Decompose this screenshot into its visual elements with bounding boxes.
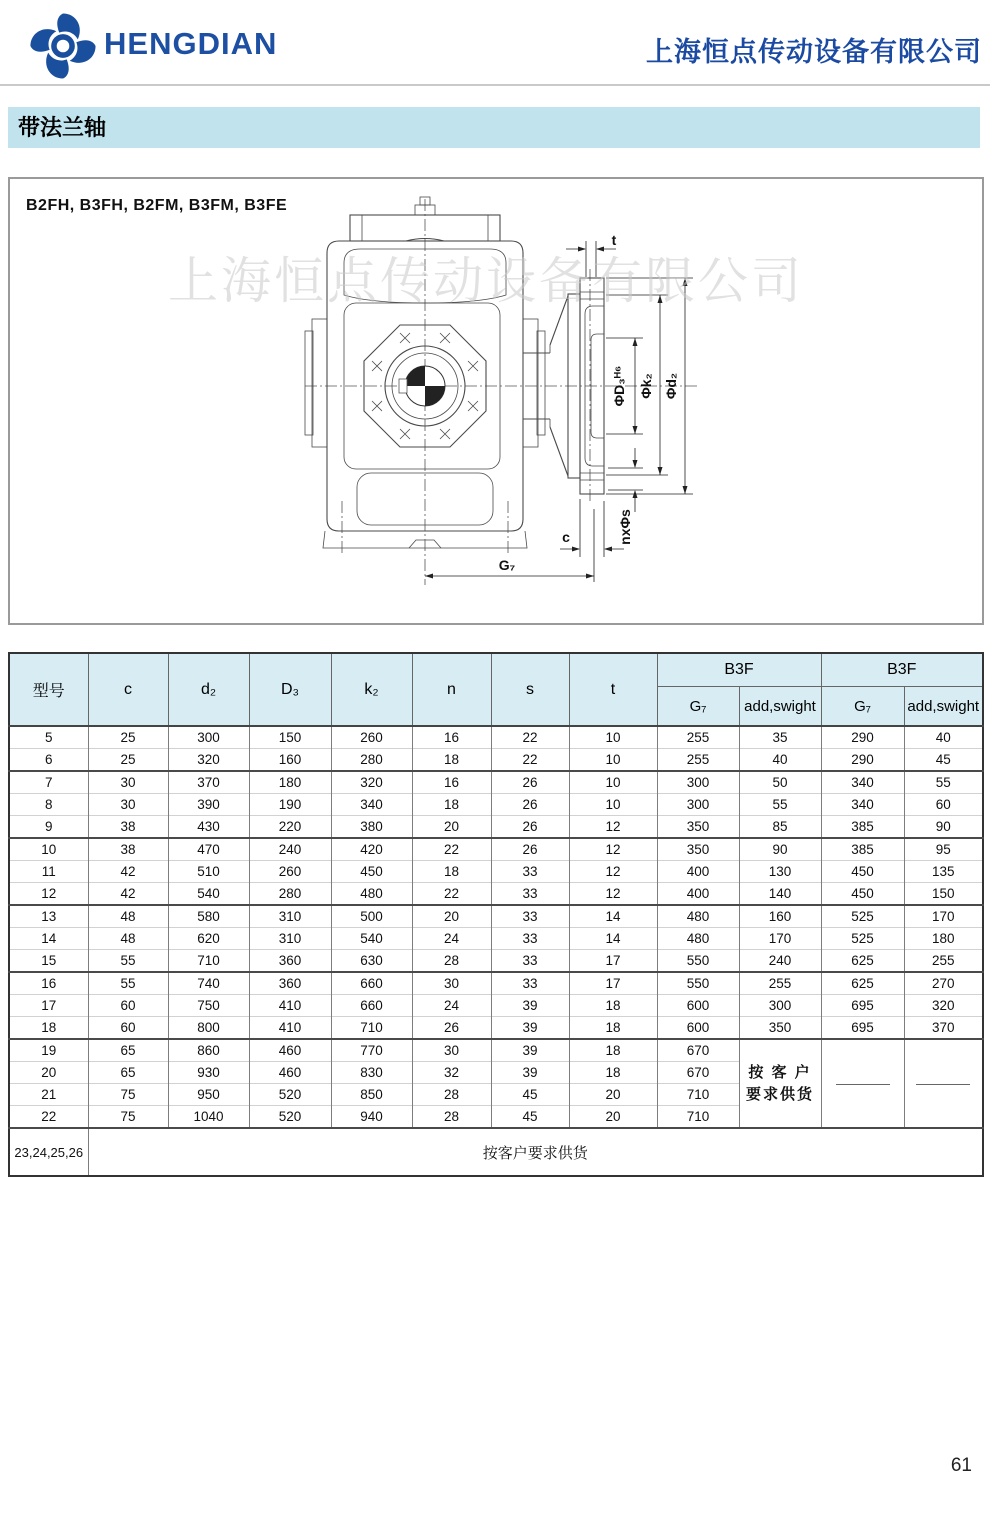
table-cell: 26 [491, 838, 569, 861]
table-cell: 240 [249, 838, 331, 861]
table-row [9, 749, 983, 772]
table-cell: 85 [739, 816, 821, 839]
sub-header-addweight-right: add,swight [904, 687, 983, 727]
col-header-n: n [412, 653, 491, 726]
table-cell: 670 [657, 1039, 739, 1062]
table-cell: 17 [569, 950, 657, 973]
table-cell: 320 [168, 749, 249, 772]
table-cell: 40 [739, 749, 821, 772]
table-cell: 510 [168, 861, 249, 883]
footer-note-cell: 按客户要求供货 [88, 1128, 983, 1176]
table-cell: 710 [331, 1017, 412, 1040]
table-cell: 75 [88, 1084, 168, 1106]
table-cell: 39 [491, 1062, 569, 1084]
table-cell: 580 [168, 905, 249, 928]
table-cell: 35 [739, 726, 821, 749]
table-row [9, 972, 983, 995]
dim-label-d3: ΦD₃ᴴ⁶ [611, 365, 627, 407]
table-cell: 710 [657, 1084, 739, 1106]
custom-order-note-line: 按 客 户 [748, 1063, 812, 1081]
dim-label-nxs: nxΦs [617, 509, 633, 545]
table-cell: 385 [821, 816, 904, 839]
table-cell: 95 [904, 838, 983, 861]
table-cell: 33 [491, 861, 569, 883]
table-cell: 350 [657, 838, 739, 861]
dim-label-k2: Φk₂ [638, 373, 654, 399]
table-cell: 630 [331, 950, 412, 973]
table-cell: 740 [168, 972, 249, 995]
table-cell: 20 [412, 816, 491, 839]
dim-label-c: c [562, 529, 570, 545]
table-cell: 660 [331, 995, 412, 1017]
table-cell: 300 [657, 794, 739, 816]
table-cell: 550 [657, 972, 739, 995]
table-cell: 1040 [168, 1106, 249, 1129]
table-cell: 60 [88, 995, 168, 1017]
table-cell: 340 [331, 794, 412, 816]
table-cell: 240 [739, 950, 821, 973]
table-cell: 10 [9, 838, 88, 861]
table-cell: 12 [569, 816, 657, 839]
table-cell: 30 [412, 1039, 491, 1062]
table-cell: 410 [249, 1017, 331, 1040]
table-cell: 770 [331, 1039, 412, 1062]
table-cell: 33 [491, 883, 569, 906]
table-cell: 45 [904, 749, 983, 772]
custom-order-note-cell [739, 1039, 821, 1128]
table-cell: 33 [491, 950, 569, 973]
table-row [9, 771, 983, 794]
table-cell: 695 [821, 1017, 904, 1040]
table-cell: 400 [657, 883, 739, 906]
table-cell: 9 [9, 816, 88, 839]
table-cell: 22 [412, 838, 491, 861]
brand-logo-text: HENGDIAN [104, 26, 278, 61]
table-cell: 340 [821, 794, 904, 816]
col-header-t: t [569, 653, 657, 726]
col-header-c: c [88, 653, 168, 726]
table-row [9, 794, 983, 816]
table-cell: 170 [739, 928, 821, 950]
table-cell: 30 [412, 972, 491, 995]
watermark-text: 上海恒点传动设备有限公司 [168, 253, 804, 309]
spec-table [8, 652, 984, 1177]
table-cell: 350 [739, 1017, 821, 1040]
group-header-b3f-left: B3F [657, 653, 821, 687]
table-cell: 280 [249, 883, 331, 906]
table-cell: 450 [331, 861, 412, 883]
table-cell: 38 [88, 816, 168, 839]
table-cell: 180 [249, 771, 331, 794]
table-cell: 150 [249, 726, 331, 749]
table-cell: 19 [9, 1039, 88, 1062]
table-cell: 370 [168, 771, 249, 794]
table-cell: 300 [657, 771, 739, 794]
table-cell: 430 [168, 816, 249, 839]
table-cell: 310 [249, 905, 331, 928]
dim-label-g7: G₇ [498, 557, 516, 573]
dash-placeholder [836, 1084, 890, 1085]
table-cell: 25 [88, 749, 168, 772]
table-row [9, 861, 983, 883]
table-cell: 140 [739, 883, 821, 906]
technical-drawing-box [8, 177, 984, 625]
dash-cell [821, 1039, 904, 1128]
table-cell: 18 [9, 1017, 88, 1040]
table-cell: 520 [249, 1084, 331, 1106]
table-cell: 160 [739, 905, 821, 928]
table-cell: 130 [739, 861, 821, 883]
table-cell: 75 [88, 1106, 168, 1129]
model-series-label: B2FH, B3FH, B2FM, B3FM, B3FE [26, 197, 288, 214]
table-cell: 260 [331, 726, 412, 749]
table-cell: 350 [657, 816, 739, 839]
table-cell: 480 [657, 928, 739, 950]
table-cell: 20 [569, 1084, 657, 1106]
col-header-s: s [491, 653, 569, 726]
table-cell: 300 [168, 726, 249, 749]
table-cell: 24 [412, 995, 491, 1017]
spec-table-body [9, 726, 983, 1176]
table-cell: 33 [491, 972, 569, 995]
table-cell: 450 [821, 861, 904, 883]
table-cell: 28 [412, 1106, 491, 1129]
table-cell: 48 [88, 928, 168, 950]
footer-model-cell: 23,24,25,26 [9, 1128, 88, 1176]
table-cell: 24 [412, 928, 491, 950]
table-cell: 16 [412, 771, 491, 794]
table-cell: 460 [249, 1039, 331, 1062]
table-cell: 695 [821, 995, 904, 1017]
table-cell: 670 [657, 1062, 739, 1084]
table-cell: 22 [491, 726, 569, 749]
company-name: 上海恒点传动设备有限公司 [646, 37, 982, 67]
table-row [9, 838, 983, 861]
table-cell: 390 [168, 794, 249, 816]
group-header-b3f-right: B3F [821, 653, 983, 687]
table-cell: 500 [331, 905, 412, 928]
table-cell: 10 [569, 794, 657, 816]
table-cell: 180 [904, 928, 983, 950]
table-cell: 39 [491, 1017, 569, 1040]
table-cell: 90 [904, 816, 983, 839]
table-cell: 255 [657, 749, 739, 772]
table-row [9, 950, 983, 973]
table-cell: 710 [657, 1106, 739, 1129]
hengdian-pinwheel-logo-icon [26, 8, 100, 84]
table-cell: 38 [88, 838, 168, 861]
table-cell: 480 [331, 883, 412, 906]
technical-drawing [10, 179, 982, 623]
table-row [9, 928, 983, 950]
table-cell: 525 [821, 928, 904, 950]
table-cell: 30 [88, 794, 168, 816]
sub-header-g7-right: G₇ [821, 687, 904, 727]
table-footer-row [9, 1128, 983, 1176]
table-cell: 255 [739, 972, 821, 995]
table-cell: 290 [821, 726, 904, 749]
table-cell: 260 [249, 861, 331, 883]
table-cell: 190 [249, 794, 331, 816]
table-cell: 55 [904, 771, 983, 794]
table-cell: 625 [821, 972, 904, 995]
col-header-model: 型号 [9, 653, 88, 726]
table-cell: 45 [491, 1084, 569, 1106]
table-cell: 18 [412, 861, 491, 883]
custom-order-note-line: 要求供货 [745, 1085, 814, 1103]
table-cell: 55 [88, 972, 168, 995]
table-cell: 18 [569, 995, 657, 1017]
section-title: 带法兰轴 [18, 115, 107, 140]
table-cell: 18 [569, 1039, 657, 1062]
table-cell: 385 [821, 838, 904, 861]
table-cell: 310 [249, 928, 331, 950]
dash-placeholder [916, 1084, 970, 1085]
table-cell: 540 [331, 928, 412, 950]
table-cell: 12 [9, 883, 88, 906]
table-cell: 21 [9, 1084, 88, 1106]
table-cell: 950 [168, 1084, 249, 1106]
table-cell: 525 [821, 905, 904, 928]
table-cell: 18 [569, 1017, 657, 1040]
table-cell: 16 [412, 726, 491, 749]
table-cell: 255 [904, 950, 983, 973]
table-cell: 65 [88, 1062, 168, 1084]
dim-label-t: t [611, 232, 617, 248]
table-cell: 625 [821, 950, 904, 973]
table-cell: 660 [331, 972, 412, 995]
table-cell: 850 [331, 1084, 412, 1106]
table-cell: 220 [249, 816, 331, 839]
table-row [9, 816, 983, 839]
table-cell: 18 [569, 1062, 657, 1084]
table-cell: 520 [249, 1106, 331, 1129]
table-cell: 33 [491, 928, 569, 950]
table-cell: 550 [657, 950, 739, 973]
table-cell: 28 [412, 950, 491, 973]
table-cell: 42 [88, 883, 168, 906]
table-cell: 12 [569, 861, 657, 883]
table-cell: 480 [657, 905, 739, 928]
table-cell: 460 [249, 1062, 331, 1084]
table-cell: 26 [491, 794, 569, 816]
table-cell: 26 [491, 816, 569, 839]
table-cell: 10 [569, 749, 657, 772]
table-cell: 620 [168, 928, 249, 950]
table-cell: 39 [491, 995, 569, 1017]
table-cell: 28 [412, 1084, 491, 1106]
table-cell: 940 [331, 1106, 412, 1129]
table-cell: 540 [168, 883, 249, 906]
table-cell: 160 [249, 749, 331, 772]
table-cell: 290 [821, 749, 904, 772]
table-cell: 20 [9, 1062, 88, 1084]
table-cell: 830 [331, 1062, 412, 1084]
table-cell: 55 [88, 950, 168, 973]
table-cell: 45 [491, 1106, 569, 1129]
table-cell: 17 [569, 972, 657, 995]
table-row [9, 1017, 983, 1040]
table-cell: 22 [491, 749, 569, 772]
table-cell: 360 [249, 950, 331, 973]
table-cell: 30 [88, 771, 168, 794]
dim-label-d2: Φd₂ [663, 372, 679, 400]
table-cell: 320 [904, 995, 983, 1017]
table-cell: 600 [657, 1017, 739, 1040]
table-cell: 420 [331, 838, 412, 861]
table-cell: 60 [88, 1017, 168, 1040]
page-number: 61 [950, 1455, 972, 1476]
table-cell: 470 [168, 838, 249, 861]
table-cell: 150 [904, 883, 983, 906]
table-row [9, 883, 983, 906]
table-row [9, 726, 983, 749]
table-cell: 60 [904, 794, 983, 816]
table-cell: 450 [821, 883, 904, 906]
table-cell: 600 [657, 995, 739, 1017]
table-cell: 12 [569, 838, 657, 861]
dash-cell [904, 1039, 983, 1128]
table-row [9, 1039, 983, 1062]
table-cell: 800 [168, 1017, 249, 1040]
table-cell: 55 [739, 794, 821, 816]
table-cell: 930 [168, 1062, 249, 1084]
table-cell: 40 [904, 726, 983, 749]
table-cell: 17 [9, 995, 88, 1017]
sub-header-g7-left: G₇ [657, 687, 739, 727]
col-header-d2: d₂ [168, 653, 249, 726]
table-cell: 10 [569, 771, 657, 794]
table-row [9, 995, 983, 1017]
sub-header-addweight-left: add,swight [739, 687, 821, 727]
table-cell: 22 [9, 1106, 88, 1129]
table-cell: 410 [249, 995, 331, 1017]
table-cell: 48 [88, 905, 168, 928]
table-cell: 33 [491, 905, 569, 928]
table-cell: 5 [9, 726, 88, 749]
col-header-D3: D₃ [249, 653, 331, 726]
table-cell: 32 [412, 1062, 491, 1084]
table-cell: 320 [331, 771, 412, 794]
table-cell: 6 [9, 749, 88, 772]
table-cell: 42 [88, 861, 168, 883]
table-cell: 13 [9, 905, 88, 928]
table-cell: 370 [904, 1017, 983, 1040]
table-cell: 135 [904, 861, 983, 883]
table-cell: 22 [412, 883, 491, 906]
table-cell: 710 [168, 950, 249, 973]
table-cell: 65 [88, 1039, 168, 1062]
table-cell: 14 [9, 928, 88, 950]
table-cell: 270 [904, 972, 983, 995]
table-cell: 300 [739, 995, 821, 1017]
table-cell: 26 [412, 1017, 491, 1040]
table-cell: 380 [331, 816, 412, 839]
table-cell: 15 [9, 950, 88, 973]
table-cell: 340 [821, 771, 904, 794]
table-cell: 8 [9, 794, 88, 816]
table-cell: 14 [569, 928, 657, 950]
table-cell: 10 [569, 726, 657, 749]
table-cell: 20 [412, 905, 491, 928]
table-cell: 7 [9, 771, 88, 794]
table-cell: 860 [168, 1039, 249, 1062]
table-cell: 11 [9, 861, 88, 883]
table-cell: 170 [904, 905, 983, 928]
table-cell: 18 [412, 794, 491, 816]
table-row [9, 905, 983, 928]
table-cell: 50 [739, 771, 821, 794]
table-cell: 39 [491, 1039, 569, 1062]
table-cell: 26 [491, 771, 569, 794]
table-cell: 20 [569, 1106, 657, 1129]
table-cell: 360 [249, 972, 331, 995]
section-title-bar [8, 107, 980, 148]
table-cell: 12 [569, 883, 657, 906]
table-cell: 14 [569, 905, 657, 928]
header-divider [0, 84, 990, 86]
col-header-k2: k₂ [331, 653, 412, 726]
table-cell: 16 [9, 972, 88, 995]
table-cell: 255 [657, 726, 739, 749]
table-cell: 280 [331, 749, 412, 772]
table-cell: 400 [657, 861, 739, 883]
table-cell: 90 [739, 838, 821, 861]
table-cell: 25 [88, 726, 168, 749]
table-cell: 18 [412, 749, 491, 772]
table-cell: 750 [168, 995, 249, 1017]
